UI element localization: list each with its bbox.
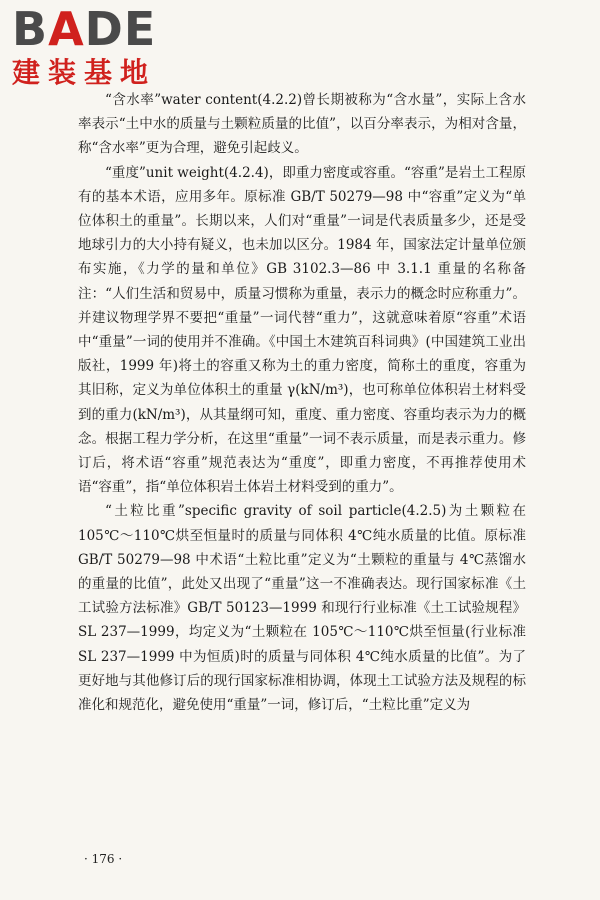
- logo-chinese-text: 建装基地: [12, 56, 157, 89]
- logo-latin-text: [12, 2, 182, 56]
- page-body: [78, 88, 526, 717]
- paragraph-specific-gravity: “土粒比重”specific gravity of soil particle(4.2.5)为土颗粒在 105℃～110℃烘至恒量时的质量与同体积 4℃纯水质量的比值。原标准 GB/T 50279—98 中术语“土粒比重”定义为“土颗粒的重量与 4℃蒸馏水的重量的比值”，此处又出现了“重量”这一不准确表达。现行国家标准《土工试验方法标准》GB/T 50123—1999 和现行行业标准《土工试验规程》SL 237—1999，均定义为“土颗粒在 105℃～110℃烘至恒量(行业标准 SL 237—1999 中为恒质)时的质量与同体积 4℃纯水质量的比值”。为了更好地与其他修订后的现行国家标准相协调，体现土工试验方法及规程的标准化和规范化，避免使用“重量”一词，修订后，“土粒比重”定义为: [78, 503, 526, 714]
- paragraph-unit-weight: “重度”unit weight(4.2.4)，即重力密度或容重。“容重”是岩土工程原有的基本术语，应用多年。原标准 GB/T 50279—98 中“容重”定义为“单位体积土的重量”。长期以来，人们对“重量”一词是代表质量多少，还是受地球引力的大小持有疑义，也未加以区分。1984 年，国家法定计量单位颁布实施，《力学的量和单位》GB 3102.3—86 中 3.1.1 重量的名称备注：“人们生活和贸易中，质量习惯称为重量，表示力的概念时应称重力”。并建议物理学界不要把“重量”一词代替“重力”，这就意味着原“容重”术语中“重量”一词的使用并不准确。《中国土木建筑百科词典》(中国建筑工业出版社，1999 年)将土的容重又称为土的重力密度，简称土的重度，容重为其旧称，定义为单位体积土的重量 γ(kN/m³)，也可称单位体积岩土材料受到的重力(kN/m³)，从其量纲可知，重度、重力密度、容重均表示为力的概念。根据工程力学分析，在这里“重量”一词不表示质量，而是表示重力。修订后，将术语“容重”规范表达为“重度”，即重力密度，不再推荐使用术语“容重”，指“单位体积岩土体岩土材料受到的重力”。: [78, 164, 526, 496]
- logo-letter-b: B: [12, 2, 49, 56]
- page-number: · 176 ·: [84, 852, 123, 866]
- paragraph-water-content: “含水率”water content(4.2.2)曾长期被称为“含水量”，实际上含水率表示“土中水的质量与土颗粒质量的比值”，以百分率表示，为相对含量，称“含水率”更为合理，避免引起歧义。: [78, 92, 526, 157]
- bade-logo: [12, 2, 182, 96]
- logo-letter-a: A: [48, 2, 85, 56]
- logo-letters-de: DE: [84, 2, 157, 56]
